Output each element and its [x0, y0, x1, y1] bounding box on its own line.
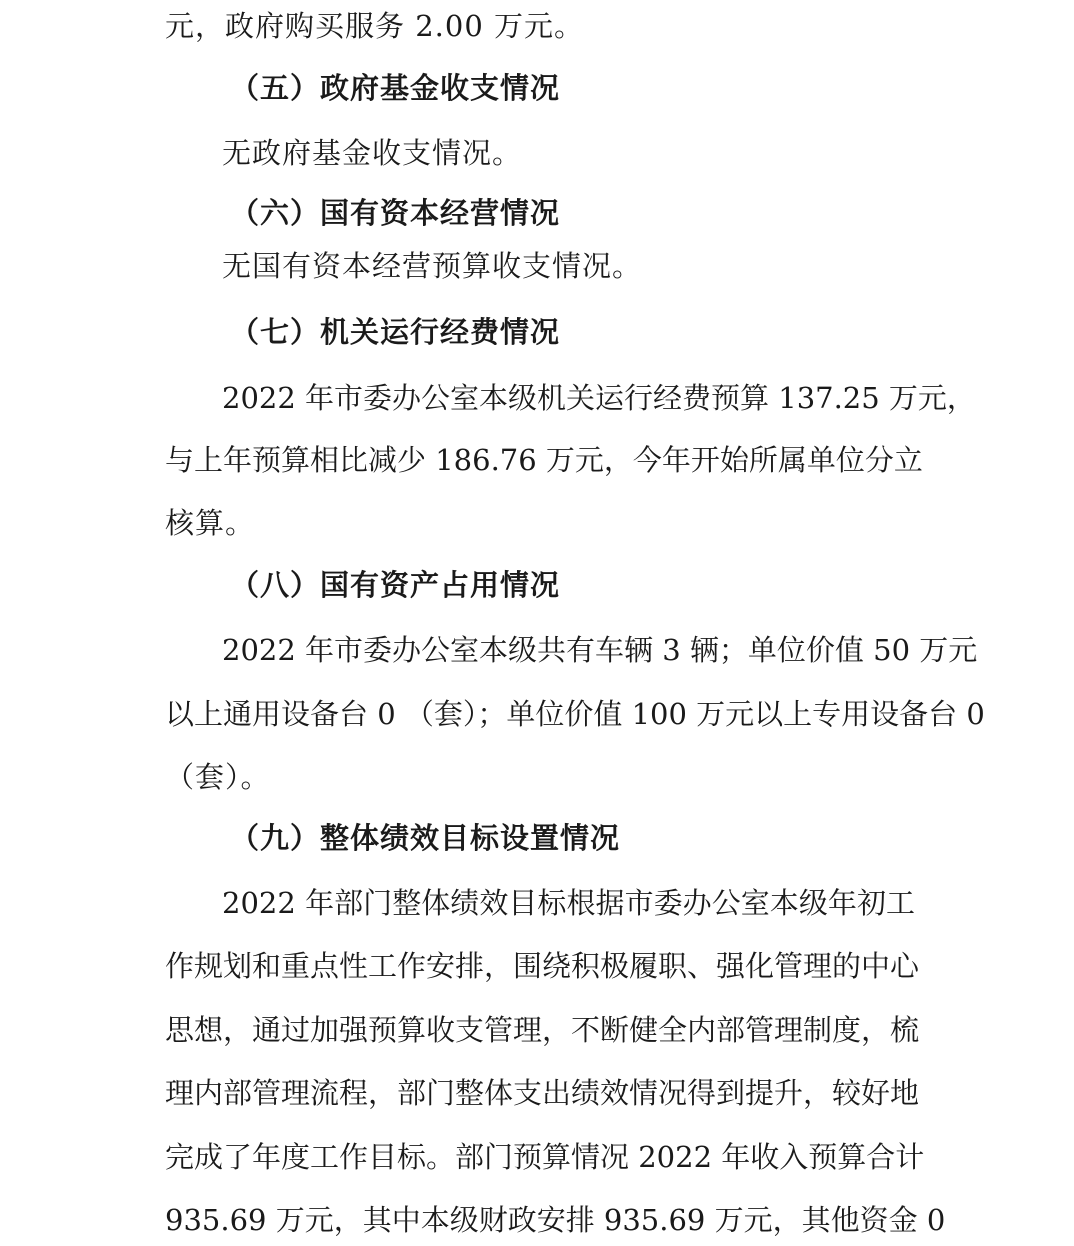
- section-7-line-1: 2022 年市委办公室本级机关运行经费预算 137.25 万元，: [222, 381, 976, 415]
- section-6-heading: （六）国有资本经营情况: [230, 196, 561, 230]
- section-9-line-3: 思想，通过加强预算收支管理，不断健全内部管理制度，梳: [165, 1013, 920, 1047]
- section-5-heading: （五）政府基金收支情况: [230, 71, 561, 105]
- section-9-heading: （九）整体绩效目标设置情况: [230, 821, 621, 855]
- section-9-line-6: 935.69 万元，其中本级财政安排 935.69 万元，其他资金 0: [165, 1203, 946, 1237]
- section-9-line-5: 完成了年度工作目标。部门预算情况 2022 年收入预算合计: [165, 1140, 925, 1174]
- section-8-line-2: 以上通用设备台 0 （套）；单位价值 100 万元以上专用设备台 0: [165, 697, 985, 731]
- section-8-line-1: 2022 年市委办公室本级共有车辆 3 辆；单位价值 50 万元: [222, 633, 978, 667]
- section-9-line-4: 理内部管理流程，部门整体支出绩效情况得到提升，较好地: [165, 1076, 920, 1110]
- section-7-line-2: 与上年预算相比减少 186.76 万元，今年开始所属单位分立: [165, 443, 923, 477]
- section-8-line-3: （套）。: [165, 760, 271, 794]
- section-7-line-3: 核算。: [165, 506, 256, 540]
- section-6-text: 无国有资本经营预算收支情况。: [222, 249, 643, 283]
- section-8-heading: （八）国有资产占用情况: [230, 568, 561, 602]
- section-9-line-1: 2022 年部门整体绩效目标根据市委办公室本级年初工: [222, 886, 915, 920]
- section-7-heading: （七）机关运行经费情况: [230, 315, 561, 349]
- section-9-line-2: 作规划和重点性工作安排，围绕积极履职、强化管理的中心: [165, 949, 920, 983]
- continuation-line: 元，政府购买服务 2.00 万元。: [165, 9, 585, 43]
- section-5-text: 无政府基金收支情况。: [222, 136, 523, 170]
